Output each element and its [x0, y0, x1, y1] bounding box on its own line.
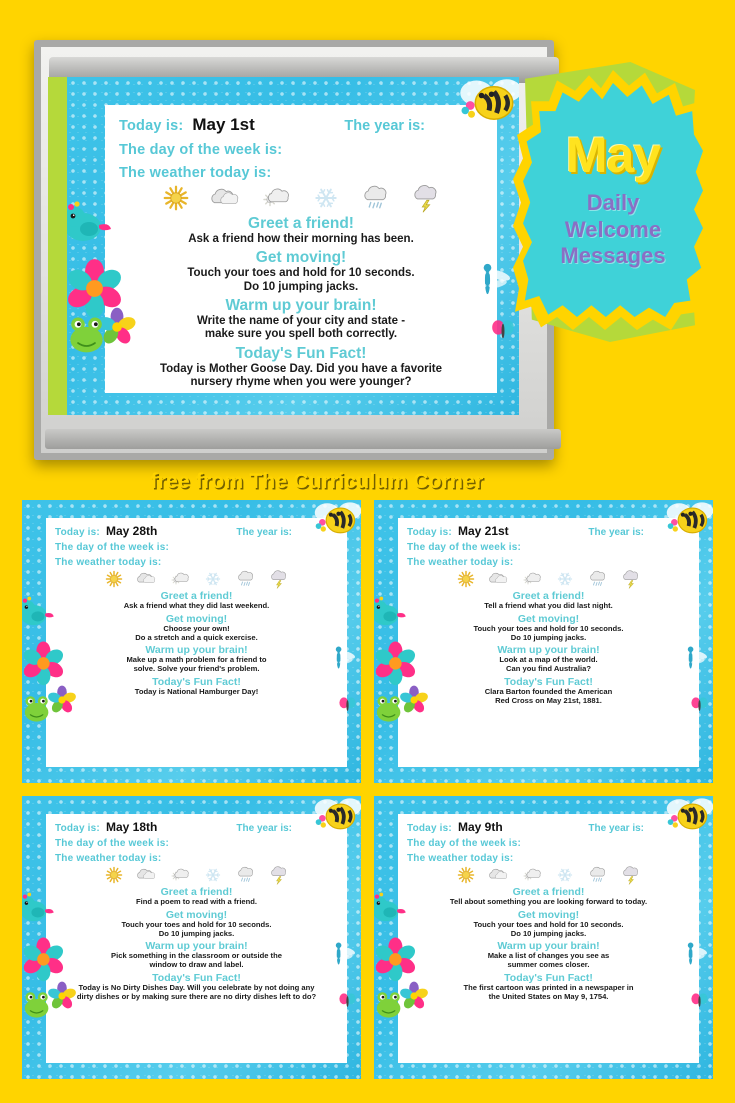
rain-cloud-icon[interactable]	[588, 865, 608, 885]
section-body-warm-up-your-brain	[55, 656, 338, 674]
section-get-moving	[119, 249, 483, 294]
hero-section	[22, 22, 713, 492]
section-greet-a-friend	[407, 886, 690, 907]
body-line: Choose your own!	[163, 623, 230, 633]
body-line: Today is Mother Goose Day. Did you have a favorite	[159, 362, 443, 375]
card-body	[55, 886, 338, 1002]
cloudy-icon[interactable]	[489, 865, 509, 885]
body-line: Write the name of your city and state -	[196, 314, 406, 327]
cloudy-icon[interactable]	[137, 865, 157, 885]
cloudy-icon[interactable]	[489, 569, 509, 589]
section-body-greet-a-friend	[119, 233, 483, 246]
mini-message-card	[374, 796, 713, 1079]
section-body-greet-a-friend	[407, 898, 690, 907]
body-line: the United States on May 9, 1754.	[488, 991, 609, 1001]
section-title-warm-up-your-brain: Warm up your brain!	[145, 644, 248, 657]
year-is-label: The year is:	[344, 118, 425, 134]
date-value: May 18th	[105, 820, 158, 834]
watermark	[46, 1056, 347, 1063]
card-content	[407, 524, 690, 706]
day-of-week-label: The day of the week is:	[55, 542, 170, 553]
section-body-greet-a-friend	[407, 602, 690, 611]
body-line: Today is No Dirty Dishes Day. Will you celebrate by not doing any	[78, 982, 315, 992]
body-line: Touch your toes and hold for 10 seconds.	[473, 919, 624, 929]
weather-label: The weather today is:	[407, 557, 514, 568]
badge-subtitle-line-1: Daily	[586, 189, 640, 215]
section-greet-a-friend	[55, 886, 338, 907]
body-line: Do 10 jumping jacks.	[243, 280, 359, 293]
badge-text-group	[513, 70, 713, 330]
section-greet-a-friend	[119, 215, 483, 246]
year-is-label: The year is:	[236, 527, 292, 538]
section-get-moving	[407, 613, 690, 643]
section-body-get-moving	[55, 921, 338, 939]
watermark	[398, 1056, 699, 1063]
section-body-warm-up-your-brain	[407, 656, 690, 674]
sun-icon[interactable]	[456, 865, 476, 885]
card-content	[55, 524, 338, 697]
date-value: May 1st	[192, 115, 255, 134]
body-line: summer comes closer.	[507, 960, 590, 970]
storm-cloud-icon[interactable]	[621, 865, 641, 885]
today-is-label: Today is:	[407, 527, 452, 538]
body-line: nursery rhyme when you were younger?	[190, 375, 412, 388]
partly-cloudy-icon[interactable]	[522, 569, 542, 589]
section-body-todays-fun-fact	[407, 688, 690, 706]
credit-banner: free from The Curriculum Corner	[150, 470, 484, 493]
storm-cloud-icon[interactable]	[269, 865, 289, 885]
today-is-label: Today is:	[55, 527, 100, 538]
section-todays-fun-fact	[407, 972, 690, 1002]
section-body-get-moving	[119, 267, 483, 294]
section-warm-up-your-brain	[407, 940, 690, 970]
mini-card-inner	[46, 518, 347, 767]
body-line: Tell about something you are looking forward to today.	[449, 897, 648, 906]
body-line: Touch your toes and hold for 10 seconds.	[121, 919, 272, 929]
rain-cloud-icon[interactable]	[588, 569, 608, 589]
today-row	[407, 524, 690, 538]
snowflake-icon[interactable]	[311, 183, 341, 213]
section-greet-a-friend	[407, 590, 690, 611]
snowflake-icon[interactable]	[555, 865, 575, 885]
section-title-todays-fun-fact: Today's Fun Fact!	[152, 675, 241, 688]
year-is-label: The year is:	[236, 823, 292, 834]
sun-icon[interactable]	[104, 865, 124, 885]
body-line: The first cartoon was printed in a newspaper in	[463, 982, 634, 992]
today-row	[407, 820, 690, 834]
today-row	[119, 115, 483, 135]
year-is-label: The year is:	[588, 527, 644, 538]
weather-icon-row	[407, 569, 690, 589]
section-title-todays-fun-fact: Today's Fun Fact!	[152, 971, 241, 984]
section-title-todays-fun-fact: Today's Fun Fact!	[235, 344, 367, 362]
section-get-moving	[55, 613, 338, 643]
section-title-get-moving: Get moving!	[165, 612, 228, 625]
section-title-warm-up-your-brain: Warm up your brain!	[497, 644, 600, 657]
card-body	[119, 215, 483, 389]
rain-cloud-icon[interactable]	[361, 183, 391, 213]
badge-subtitle-line-3: Messages	[560, 243, 666, 269]
rain-cloud-icon[interactable]	[236, 569, 256, 589]
body-line: Find a poem to read with a friend.	[135, 897, 258, 906]
whiteboard-bottom-tray	[45, 429, 561, 449]
body-line: Pick something in the classroom or outside the	[111, 951, 282, 961]
section-warm-up-your-brain	[55, 644, 338, 674]
cloudy-icon[interactable]	[137, 569, 157, 589]
date-value: May 28th	[105, 524, 158, 538]
weather-icon-row	[119, 183, 483, 213]
today-is-label: Today is:	[119, 118, 184, 134]
date-value: May 21st	[457, 524, 509, 538]
today-is-label: Today is:	[407, 823, 452, 834]
weather-icon-row	[55, 569, 338, 589]
section-get-moving	[55, 909, 338, 939]
body-line: Look at a map of the world.	[499, 655, 598, 665]
section-title-get-moving: Get moving!	[517, 612, 580, 625]
mini-message-card	[22, 796, 361, 1079]
section-todays-fun-fact	[407, 676, 690, 706]
snowflake-icon[interactable]	[203, 569, 223, 589]
body-line: Ask a friend how their morning has been.	[188, 233, 414, 245]
body-line: Do 10 jumping jacks.	[158, 928, 235, 938]
section-warm-up-your-brain	[119, 297, 483, 342]
section-title-warm-up-your-brain: Warm up your brain!	[145, 940, 248, 953]
badge-month: May	[565, 126, 661, 183]
weather-label: The weather today is:	[55, 557, 162, 568]
snowflake-icon[interactable]	[203, 865, 223, 885]
section-todays-fun-fact	[55, 972, 338, 1002]
storm-cloud-icon[interactable]	[411, 183, 441, 213]
badge-subtitle-line-2: Welcome	[564, 216, 662, 242]
section-body-warm-up-your-brain	[55, 952, 338, 970]
section-body-get-moving	[55, 625, 338, 643]
card-content	[55, 820, 338, 1002]
section-body-greet-a-friend	[55, 898, 338, 907]
body-line: make sure you spell both correctly.	[204, 328, 398, 341]
day-of-week-label: The day of the week is:	[407, 542, 522, 553]
starburst-badge	[513, 70, 713, 330]
section-title-greet-a-friend: Greet a friend!	[160, 886, 233, 898]
date-value: May 9th	[457, 820, 503, 834]
section-greet-a-friend	[55, 590, 338, 611]
sun-icon[interactable]	[456, 569, 476, 589]
badge-subtitle	[560, 190, 665, 270]
body-line: Do 10 jumping jacks.	[510, 928, 587, 938]
mini-card-grid	[22, 500, 713, 1080]
watermark	[105, 383, 497, 393]
body-line: Make a list of changes you see as	[487, 951, 610, 961]
card-content	[119, 115, 483, 389]
section-warm-up-your-brain	[407, 644, 690, 674]
today-row	[55, 524, 338, 538]
body-line: Touch your toes and hold for 10 seconds.	[187, 267, 415, 280]
section-title-greet-a-friend: Greet a friend!	[512, 590, 585, 602]
storm-cloud-icon[interactable]	[621, 569, 641, 589]
partly-cloudy-icon[interactable]	[261, 183, 291, 213]
rain-cloud-icon[interactable]	[236, 865, 256, 885]
mini-message-card	[374, 500, 713, 783]
mini-message-card	[22, 500, 361, 783]
section-title-warm-up-your-brain: Warm up your brain!	[225, 296, 377, 314]
sun-icon[interactable]	[104, 569, 124, 589]
section-warm-up-your-brain	[55, 940, 338, 970]
body-line: Do 10 jumping jacks.	[510, 632, 587, 642]
hero-message-card	[67, 77, 519, 415]
body-line: Can you find Australia?	[506, 664, 591, 674]
day-of-week-label: The day of the week is:	[119, 142, 283, 158]
weather-icon-row	[407, 865, 690, 885]
hero-card-inner	[105, 105, 497, 393]
section-body-get-moving	[407, 625, 690, 643]
body-line: dirty dishes or by making sure there are no dirty dishes left to do?	[76, 991, 317, 1001]
section-body-warm-up-your-brain	[119, 315, 483, 342]
cloudy-icon[interactable]	[211, 183, 241, 213]
day-of-week-label: The day of the week is:	[407, 838, 522, 849]
body-line: Do a stretch and a quick exercise.	[135, 632, 258, 642]
section-title-todays-fun-fact: Today's Fun Fact!	[504, 675, 593, 688]
today-is-label: Today is:	[55, 823, 100, 834]
section-get-moving	[407, 909, 690, 939]
mini-card-inner	[46, 814, 347, 1063]
weather-label: The weather today is:	[407, 853, 514, 864]
section-title-greet-a-friend: Greet a friend!	[160, 590, 233, 602]
body-line: Clara Barton founded the American	[484, 686, 613, 696]
snowflake-icon[interactable]	[555, 569, 575, 589]
body-line: Tell a friend what you did last night.	[484, 601, 613, 610]
body-line: Today is National Hamburger Day!	[134, 686, 259, 696]
body-line: Touch your toes and hold for 10 seconds.	[473, 623, 624, 633]
section-title-get-moving: Get moving!	[517, 908, 580, 921]
section-title-greet-a-friend: Greet a friend!	[512, 886, 585, 898]
watermark	[46, 760, 347, 767]
section-title-greet-a-friend: Greet a friend!	[248, 215, 354, 232]
body-line: Ask a friend what they did last weekend.	[123, 601, 270, 610]
weather-label: The weather today is:	[55, 853, 162, 864]
card-body	[55, 590, 338, 697]
weather-label: The weather today is:	[119, 165, 272, 181]
mini-card-inner	[398, 814, 699, 1063]
section-body-greet-a-friend	[55, 602, 338, 611]
card-body	[407, 886, 690, 1002]
watermark	[398, 760, 699, 767]
body-line: Red Cross on May 21st, 1881.	[495, 695, 602, 705]
mini-card-inner	[398, 518, 699, 767]
section-body-todays-fun-fact	[55, 984, 338, 1002]
section-title-get-moving: Get moving!	[255, 249, 347, 267]
section-body-warm-up-your-brain	[407, 952, 690, 970]
card-body	[407, 590, 690, 706]
card-content	[407, 820, 690, 1002]
weather-icon-row	[55, 865, 338, 885]
section-body-todays-fun-fact	[55, 688, 338, 697]
body-line: window to draw and label.	[149, 960, 244, 970]
section-title-todays-fun-fact: Today's Fun Fact!	[504, 971, 593, 984]
partly-cloudy-icon[interactable]	[522, 865, 542, 885]
today-row	[55, 820, 338, 834]
partly-cloudy-icon[interactable]	[170, 865, 190, 885]
section-body-todays-fun-fact	[407, 984, 690, 1002]
storm-cloud-icon[interactable]	[269, 569, 289, 589]
partly-cloudy-icon[interactable]	[170, 569, 190, 589]
body-line: solve. Solve your friend's problem.	[133, 664, 260, 674]
sun-icon[interactable]	[161, 183, 191, 213]
section-title-get-moving: Get moving!	[165, 908, 228, 921]
section-title-warm-up-your-brain: Warm up your brain!	[497, 940, 600, 953]
section-body-get-moving	[407, 921, 690, 939]
year-is-label: The year is:	[588, 823, 644, 834]
section-todays-fun-fact	[55, 676, 338, 697]
day-of-week-label: The day of the week is:	[55, 838, 170, 849]
body-line: Make up a math problem for a friend to	[126, 655, 267, 665]
